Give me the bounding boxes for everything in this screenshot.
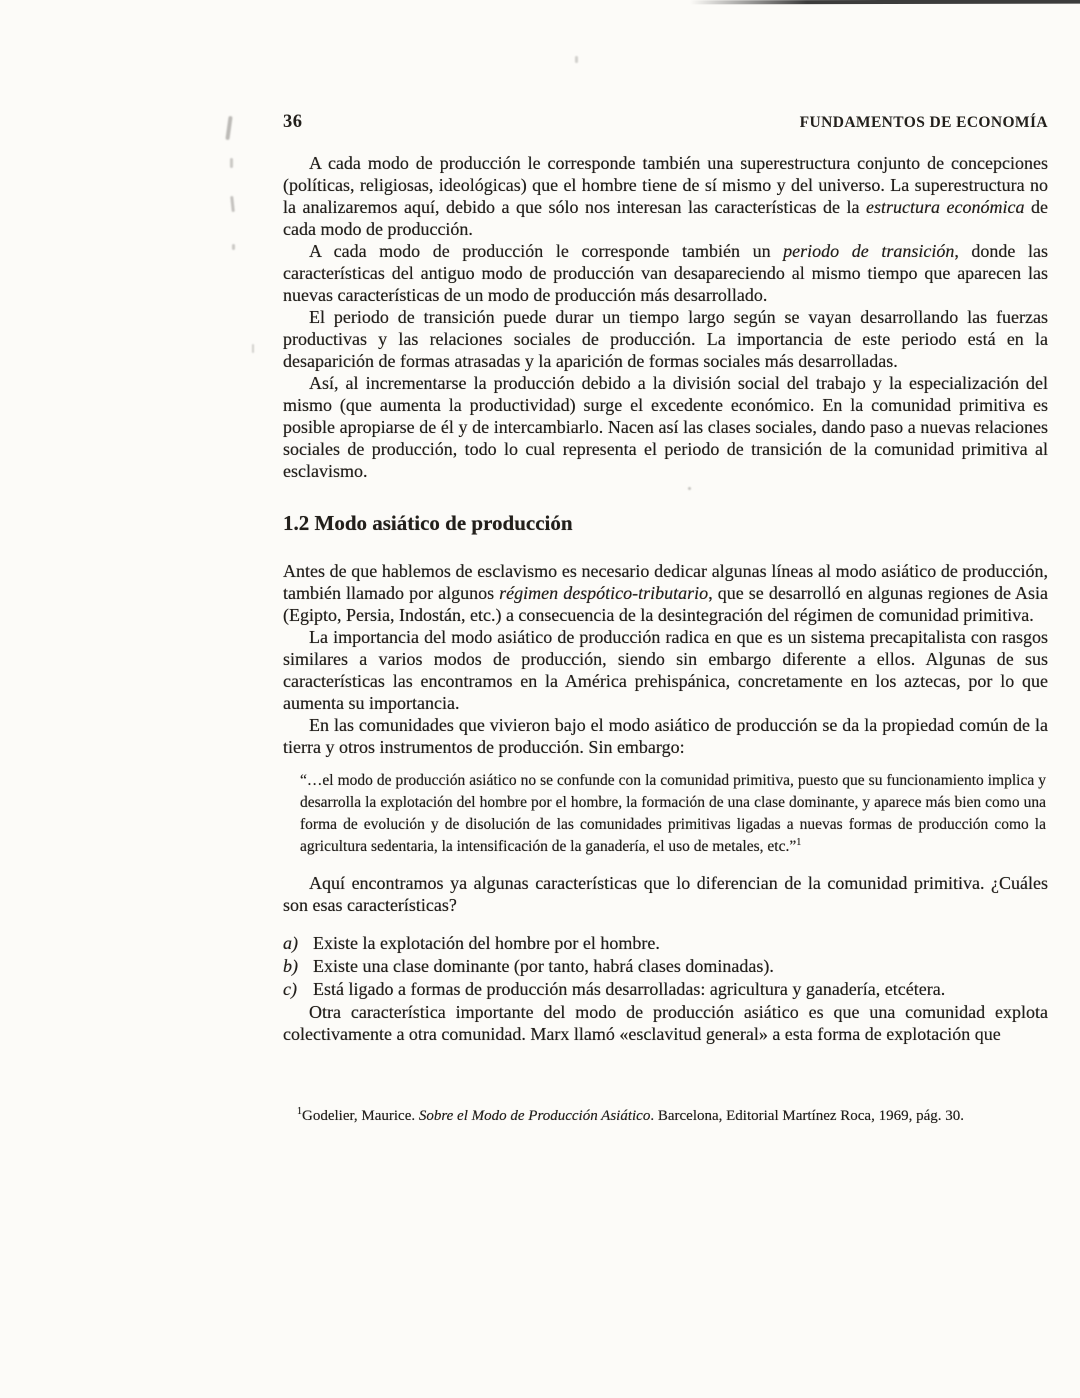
page-number: 36: [283, 112, 303, 132]
paragraph: [283, 306, 1048, 372]
text-run: El periodo de transición puede durar un tiempo largo según se vayan desarrollando las fuerzas productivas y las relaciones sociales de producción. La importancia de este periodo está en la desaparición de formas atrasadas y la aparición de formas sociales más desarrolladas.: [283, 307, 1048, 371]
italic-text-run: régimen despótico-tributario: [499, 583, 709, 603]
list-item: [283, 955, 1048, 978]
footnote: [297, 1106, 1039, 1126]
italic-text-run: periodo de transición: [783, 241, 955, 261]
scan-smudge: [230, 196, 235, 212]
scan-artifact-top-edge: [690, 0, 1080, 4]
text-run: de cada modo de producción.: [283, 197, 1048, 239]
text-run: La importancia del modo asiático de producción radica en que es un sistema precapitalista con rasgos similares a varios modos de producción, siendo sin embargo diferente a ellos. Algunas de sus características las encontramos en la América prehispánica, concretamente en los aztecas, por lo que aumenta su importancia.: [283, 627, 1048, 713]
scan-smudge: [252, 344, 254, 353]
scan-smudge: [575, 56, 578, 63]
italic-text-run: estructura económica: [866, 197, 1025, 217]
text-run: En las comunidades que vivieron bajo el modo asiático de producción se da la propiedad común de la tierra y otros instrumentos de producción. Sin embargo:: [283, 715, 1048, 757]
list-item-text: Existe la explotación del hombre por el hombre.: [313, 933, 660, 953]
text-run: Antes de que hablemos de esclavismo es necesario dedicar algunas líneas al modo asiático de producción, también llamado por algunos: [283, 561, 1048, 603]
scan-smudge: [232, 244, 235, 250]
page-body: [283, 152, 1048, 1045]
paragraph: [283, 560, 1048, 626]
running-header: FUNDAMENTOS DE ECONOMÍA: [799, 114, 1048, 131]
block-quote: [300, 770, 1046, 858]
page-header: [283, 112, 1048, 133]
list-marker: a): [283, 933, 298, 953]
paragraph: [283, 372, 1048, 482]
list-item: [283, 978, 1048, 1001]
scan-smudge: [225, 116, 232, 140]
paragraph: [283, 714, 1048, 758]
text-run: A cada modo de producción le corresponde también una superestructura conjunto de concepciones (políticas, religiosas, ideológicas) que el hombre tiene de sí mismo y del universo. La superestructura no la analizaremos aquí, debido a que sólo nos interesan las características de la: [283, 153, 1048, 217]
text-run: , que se desarrolló en algunas regiones de Asia (Egipto, Persia, Indostán, etc.) a consecuencia de la desintegración del régimen de comunidad primitiva.: [283, 583, 1048, 625]
list-marker: b): [283, 956, 298, 976]
text-run: , donde las características del antiguo modo de producción van desapareciendo al mismo tiempo que aparecen las nuevas características de un modo de producción más desarrollado.: [283, 241, 1049, 305]
text-run: Otra característica importante del modo de producción asiático es que una comunidad explota colectivamente a otra comunidad. Marx llamó «esclavitud general» a esta forma de explotación que: [283, 1002, 1048, 1044]
paragraph: [283, 626, 1048, 714]
text-run: A cada modo de producción le corresponde también un: [309, 241, 784, 261]
footnote-reference: 1: [796, 836, 802, 848]
list-marker: c): [283, 979, 297, 999]
text-run: Aquí encontramos ya algunas características que lo diferencian de la comunidad primitiva. ¿Cuáles son esas características?: [283, 873, 1048, 915]
scan-smudge: [230, 158, 233, 168]
list-item: [283, 932, 1048, 955]
section-heading: 1.2 Modo asiático de producción: [283, 511, 573, 535]
list-item-text: Existe una clase dominante (por tanto, habrá clases dominadas).: [313, 956, 774, 976]
text-run: Godelier, Maurice.: [302, 1108, 419, 1124]
italic-text-run: Sobre el Modo de Producción Asiático: [418, 1108, 651, 1124]
characteristics-list: [283, 932, 1048, 1001]
paragraph: [283, 240, 1048, 306]
paragraph: [283, 1001, 1048, 1045]
paragraph: [283, 872, 1048, 916]
text-run: . Barcelona, Editorial Martínez Roca, 1969, pág. 30.: [650, 1108, 964, 1124]
list-item-text: Está ligado a formas de producción más desarrolladas: agricultura y ganadería, etcétera.: [313, 979, 946, 999]
text-run: Así, al incrementarse la producción debido a la división social del trabajo y la especialización del mismo (que aumenta la productividad) surge el excedente económico. En la comunidad primitiva es posible apropiarse de él y de intercambiarlo. Nacen así las clases sociales, dando paso a nuevas relaciones sociales de producción, todo lo cual representa el periodo de transición de la comunidad primitiva al esclavismo.: [283, 373, 1048, 481]
footnote-marker: 1: [297, 1106, 302, 1117]
text-run: “…el modo de producción asiático no se confunde con la comunidad primitiva, puesto que su funcionamiento implica y desarrolla la explotación del hombre por el hombre, la formación de una clase dominante, y aparece más bien como una forma de evolución y de disolución de las comunidades primitivas ligadas a nuevas formas de producción como la agricultura sedentaria, la intensificación de la ganadería, el uso de metales, etc.”: [300, 772, 1046, 855]
paragraph: [283, 152, 1048, 240]
